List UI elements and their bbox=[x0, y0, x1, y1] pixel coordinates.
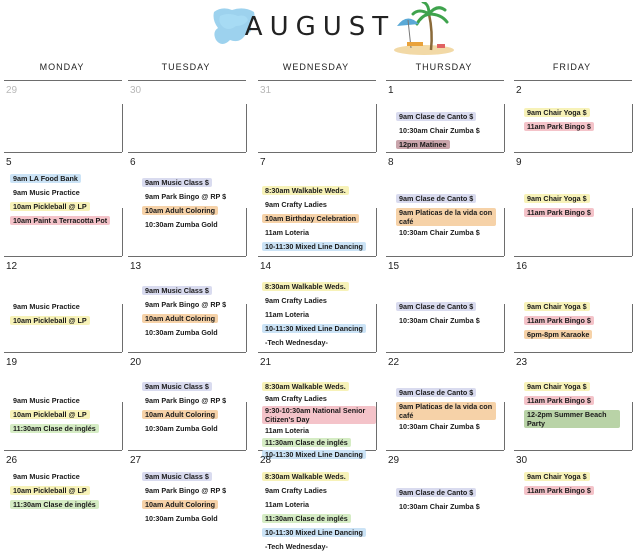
calendar-event[interactable]: 10am Paint a Terracotta Pot bbox=[10, 216, 110, 225]
day-number: 8 bbox=[388, 157, 394, 168]
calendar-event[interactable]: 9am Crafty Ladies bbox=[265, 486, 327, 495]
day-cell[interactable] bbox=[128, 352, 250, 448]
day-cell[interactable] bbox=[514, 256, 636, 350]
calendar-event[interactable]: 11am Park Bingo $ bbox=[524, 122, 594, 131]
calendar-event[interactable]: 11:30am Clase de inglés bbox=[262, 514, 351, 523]
day-number: 6 bbox=[130, 157, 136, 168]
calendar-event[interactable]: 9am Music Class $ bbox=[142, 178, 212, 187]
calendar-event[interactable]: 10:30am Chair Zumba $ bbox=[399, 228, 480, 237]
calendar-event[interactable]: 9am Clase de Canto $ bbox=[396, 302, 476, 311]
day-cell[interactable] bbox=[258, 352, 380, 459]
day-number: 14 bbox=[260, 261, 272, 272]
day-number: 5 bbox=[6, 157, 12, 168]
day-cell[interactable] bbox=[514, 152, 636, 254]
calendar-event[interactable]: 12-2pm Summer Beach Party bbox=[524, 410, 620, 428]
calendar-event[interactable]: 9:30-10:30am National Senior Citizen's Day bbox=[262, 406, 376, 424]
day-cell[interactable] bbox=[386, 256, 508, 350]
calendar-event[interactable]: 9am Music Practice bbox=[13, 472, 80, 481]
calendar-event[interactable]: 10-11:30 Mixed Line Dancing bbox=[262, 528, 366, 537]
calendar-event[interactable]: 10am Adult Coloring bbox=[142, 500, 218, 509]
calendar-event[interactable]: 11:30am Clase de inglés bbox=[10, 500, 99, 509]
calendar-event[interactable]: 9am Platicas de la vida con café bbox=[396, 402, 496, 420]
calendar-event[interactable]: 11am Park Bingo $ bbox=[524, 316, 594, 325]
calendar-event[interactable]: 9am Music Class $ bbox=[142, 472, 212, 481]
calendar-event[interactable]: 9am Park Bingo @ RP $ bbox=[145, 300, 227, 309]
day-number: 7 bbox=[260, 157, 266, 168]
day-cell[interactable] bbox=[4, 80, 126, 150]
weekday-header-wednesday: WEDNESDAY bbox=[282, 62, 350, 72]
day-number: 31 bbox=[260, 85, 272, 96]
day-cell[interactable] bbox=[4, 352, 126, 448]
day-cell[interactable] bbox=[258, 450, 380, 551]
calendar-event[interactable]: 10:30am Chair Zumba $ bbox=[399, 422, 480, 431]
day-cell[interactable] bbox=[128, 450, 250, 538]
day-number: 29 bbox=[6, 85, 18, 96]
calendar-event[interactable]: 9am Music Practice bbox=[13, 188, 80, 197]
calendar-event[interactable]: 9am LA Food Bank bbox=[10, 174, 81, 183]
calendar-event[interactable]: 9am Park Bingo @ RP $ bbox=[145, 192, 227, 201]
day-number: 22 bbox=[388, 357, 400, 368]
weekday-header-thursday: THURSDAY bbox=[415, 62, 473, 72]
day-number: 15 bbox=[388, 261, 400, 272]
day-number: 16 bbox=[516, 261, 528, 272]
calendar-event[interactable]: 9am Clase de Canto $ bbox=[396, 112, 476, 121]
calendar-event[interactable]: 9am Music Class $ bbox=[142, 286, 212, 295]
day-cell[interactable] bbox=[4, 450, 126, 538]
calendar-event[interactable]: 9am Park Bingo @ RP $ bbox=[145, 486, 227, 495]
day-number: 1 bbox=[388, 85, 394, 96]
calendar-event[interactable]: 11:30am Clase de inglés bbox=[262, 438, 351, 447]
calendar-event[interactable]: 11am Loteria bbox=[265, 426, 309, 435]
beach-umbrella-palm-icon bbox=[393, 2, 455, 56]
day-cell[interactable] bbox=[514, 352, 636, 448]
calendar-event[interactable]: 10am Birthday Celebration bbox=[262, 214, 359, 223]
calendar-event[interactable]: 9am Platicas de la vida con café bbox=[396, 208, 496, 226]
calendar-event[interactable]: 10-11:30 Mixed Line Dancing bbox=[262, 450, 366, 459]
day-number: 30 bbox=[130, 85, 142, 96]
calendar-event[interactable]: 11am Park Bingo $ bbox=[524, 396, 594, 405]
calendar-event[interactable]: 9am Chair Yoga $ bbox=[524, 472, 590, 481]
calendar-event[interactable]: -Tech Wednesday- bbox=[265, 338, 328, 347]
day-cell[interactable] bbox=[128, 152, 250, 254]
day-number: 30 bbox=[516, 455, 528, 466]
calendar-event[interactable]: 9am Clase de Canto $ bbox=[396, 488, 476, 497]
day-cell[interactable] bbox=[386, 450, 508, 538]
day-number: 19 bbox=[6, 357, 18, 368]
calendar-event[interactable]: 11am Park Bingo $ bbox=[524, 486, 594, 495]
day-cell[interactable] bbox=[128, 256, 250, 350]
calendar-event[interactable]: 10:30am Chair Zumba $ bbox=[399, 502, 480, 511]
day-number: 27 bbox=[130, 455, 142, 466]
calendar-event[interactable]: 8:30am Walkable Weds. bbox=[262, 282, 349, 291]
calendar-event[interactable]: 9am Crafty Ladies bbox=[265, 200, 327, 209]
calendar-event[interactable]: 10am Adult Coloring bbox=[142, 314, 218, 323]
calendar-event[interactable]: 11:30am Clase de inglés bbox=[10, 424, 99, 433]
day-cell[interactable] bbox=[258, 80, 380, 150]
calendar-event[interactable]: 11am Loteria bbox=[265, 500, 309, 509]
calendar-event[interactable]: 10-11:30 Mixed Line Dancing bbox=[262, 324, 366, 333]
calendar-event[interactable]: 9am Chair Yoga $ bbox=[524, 194, 590, 203]
day-number: 9 bbox=[516, 157, 522, 168]
calendar-event[interactable]: 9am Chair Yoga $ bbox=[524, 108, 590, 117]
calendar-event[interactable]: 10:30am Zumba Gold bbox=[145, 424, 218, 433]
calendar-event[interactable]: 9am Clase de Canto $ bbox=[396, 388, 476, 397]
day-cell[interactable] bbox=[4, 256, 126, 350]
month-title: AUGUST bbox=[244, 12, 396, 42]
calendar-event[interactable]: 10:30am Zumba Gold bbox=[145, 220, 218, 229]
calendar-event[interactable]: 10am Pickleball @ LP bbox=[10, 486, 90, 495]
day-cell[interactable] bbox=[258, 256, 380, 350]
calendar-event[interactable]: 10am Pickleball @ LP bbox=[10, 202, 90, 211]
calendar-event[interactable]: -Tech Wednesday- bbox=[265, 542, 328, 551]
calendar-event[interactable]: 9am Crafty Ladies bbox=[265, 394, 327, 403]
calendar-event[interactable]: 12pm Matinee bbox=[396, 140, 450, 149]
calendar-event[interactable]: 10:30am Zumba Gold bbox=[145, 328, 218, 337]
calendar-event[interactable]: 8:30am Walkable Weds. bbox=[262, 472, 349, 481]
calendar-event[interactable]: 9am Music Practice bbox=[13, 396, 80, 405]
calendar-event[interactable]: 10:30am Chair Zumba $ bbox=[399, 126, 480, 135]
calendar-event[interactable]: 10-11:30 Mixed Line Dancing bbox=[262, 242, 366, 251]
day-cell[interactable] bbox=[258, 152, 380, 254]
calendar-event[interactable]: 8:30am Walkable Weds. bbox=[262, 382, 349, 391]
day-number: 12 bbox=[6, 261, 18, 272]
calendar-event[interactable]: 9am Park Bingo @ RP $ bbox=[145, 396, 227, 405]
day-cell[interactable] bbox=[4, 152, 126, 254]
day-number: 29 bbox=[388, 455, 400, 466]
day-cell[interactable] bbox=[514, 80, 636, 150]
calendar-event[interactable]: 6pm-8pm Karaoke bbox=[524, 330, 592, 339]
calendar-event[interactable]: 9am Clase de Canto $ bbox=[396, 194, 476, 203]
calendar-event[interactable]: 11am Loteria bbox=[265, 310, 309, 319]
weekday-header-monday: MONDAY bbox=[39, 62, 85, 72]
calendar-header bbox=[0, 0, 640, 60]
calendar-event[interactable]: 10:30am Chair Zumba $ bbox=[399, 316, 480, 325]
calendar-event[interactable]: 9am Crafty Ladies bbox=[265, 296, 327, 305]
calendar-event[interactable]: 11am Park Bingo $ bbox=[524, 208, 594, 217]
day-number: 21 bbox=[260, 357, 272, 368]
day-number: 28 bbox=[260, 455, 272, 466]
calendar-event[interactable]: 9am Music Practice bbox=[13, 302, 80, 311]
calendar-event[interactable]: 9am Chair Yoga $ bbox=[524, 382, 590, 391]
calendar-event[interactable]: 10am Pickleball @ LP bbox=[10, 316, 90, 325]
day-cell[interactable] bbox=[386, 80, 508, 150]
day-number: 13 bbox=[130, 261, 142, 272]
day-number: 20 bbox=[130, 357, 142, 368]
day-cell[interactable] bbox=[514, 450, 636, 538]
day-number: 23 bbox=[516, 357, 528, 368]
weekday-header-tuesday: TUESDAY bbox=[161, 62, 211, 72]
day-cell[interactable] bbox=[128, 80, 250, 150]
calendar-event[interactable]: 9am Music Class $ bbox=[142, 382, 212, 391]
calendar-event[interactable]: 10am Adult Coloring bbox=[142, 410, 218, 419]
calendar-event[interactable]: 11am Loteria bbox=[265, 228, 309, 237]
calendar-event[interactable]: 10:30am Zumba Gold bbox=[145, 514, 218, 523]
day-number: 2 bbox=[516, 85, 522, 96]
calendar-event[interactable]: 10am Adult Coloring bbox=[142, 206, 218, 215]
day-number: 26 bbox=[6, 455, 18, 466]
weekday-header-friday: FRIDAY bbox=[552, 62, 592, 72]
day-cell[interactable] bbox=[386, 152, 508, 254]
day-cell[interactable] bbox=[386, 352, 508, 448]
calendar-event[interactable]: 10am Pickleball @ LP bbox=[10, 410, 90, 419]
calendar-event[interactable]: 9am Chair Yoga $ bbox=[524, 302, 590, 311]
calendar-event[interactable]: 8:30am Walkable Weds. bbox=[262, 186, 349, 195]
